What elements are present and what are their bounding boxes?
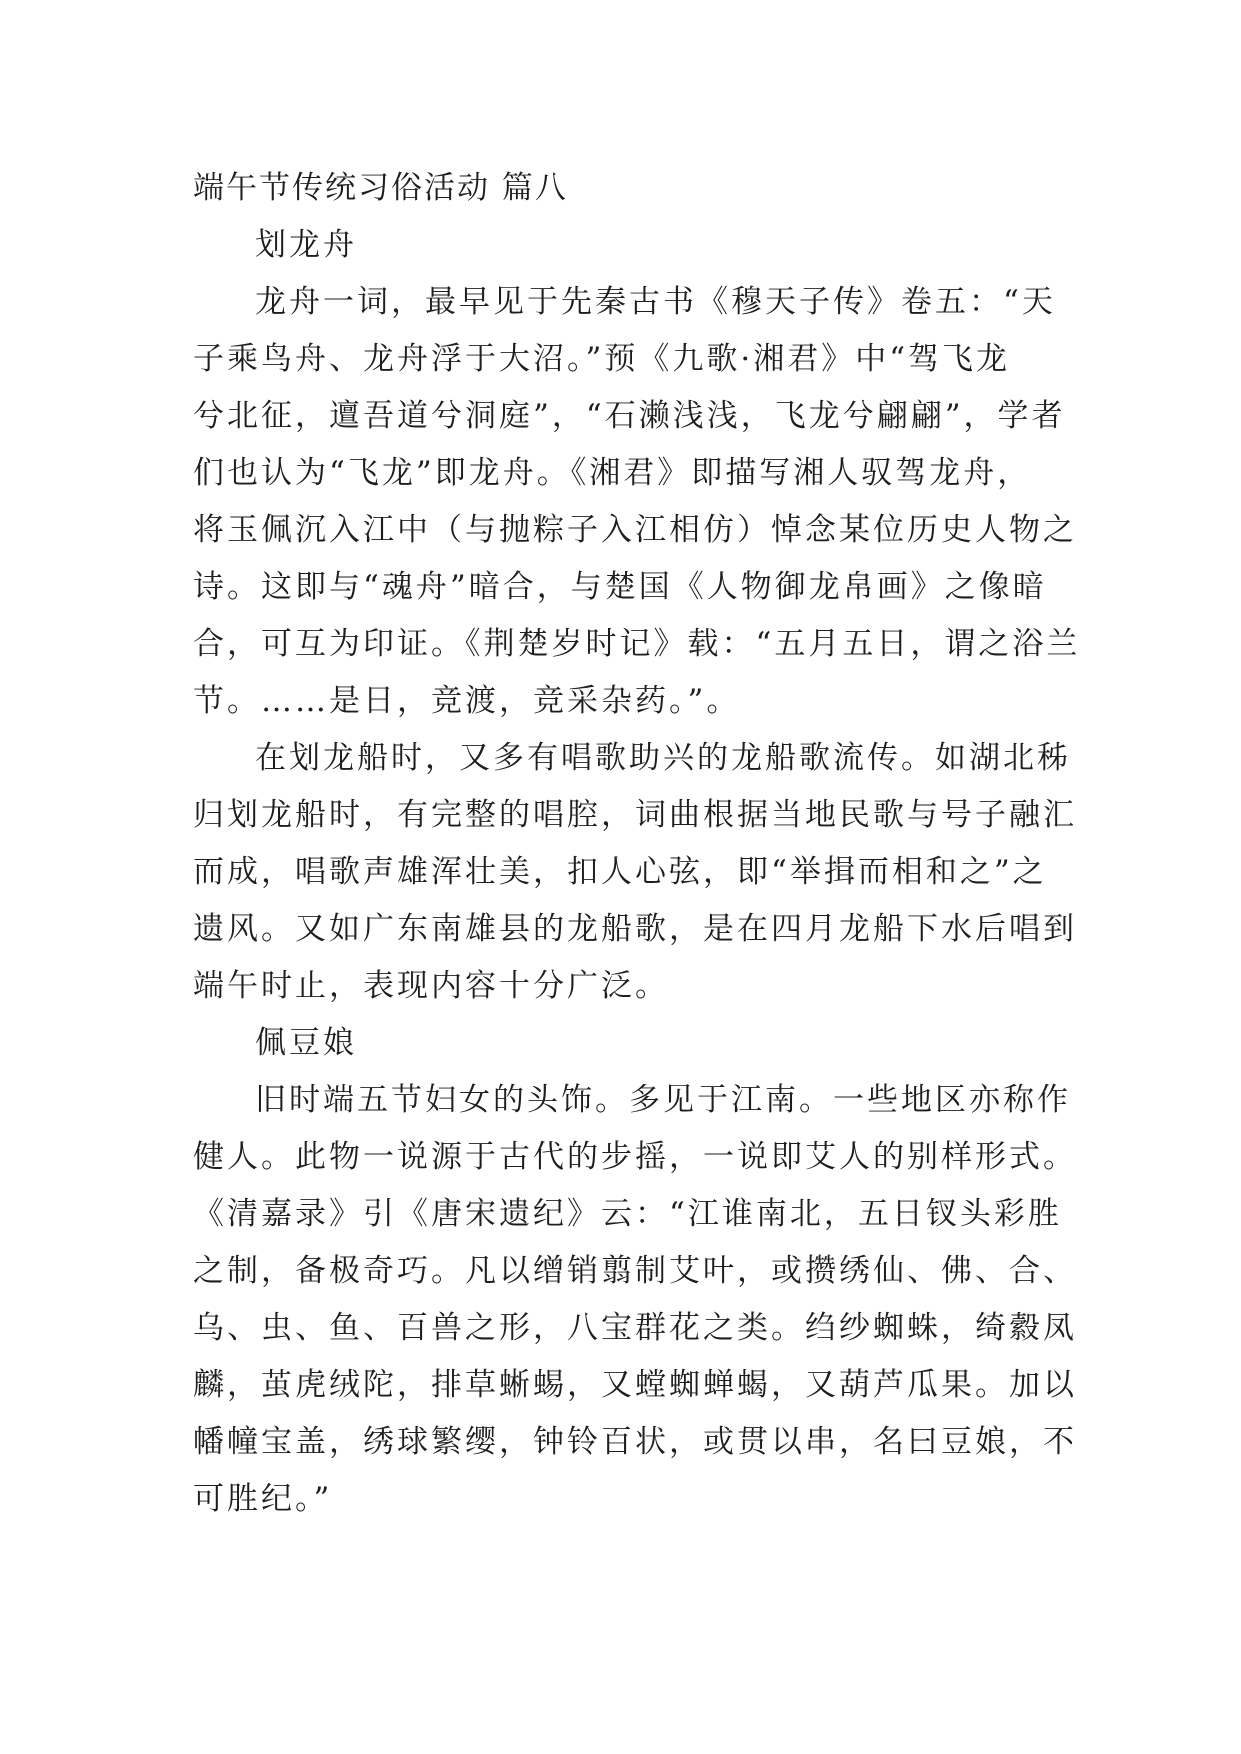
paragraph xyxy=(193,730,1077,1015)
text-line: 《清嘉录》引《唐宋遗纪》云：“江谁南北，五日钗头彩胜 xyxy=(193,1196,1062,1232)
text-line: 乌、虫、鱼、百兽之形，八宝群花之类。绉纱蜘蛛，绮縠凤 xyxy=(193,1310,1077,1346)
text-line: 节。……是日，竞渡，竞采杂药。”。 xyxy=(193,683,741,719)
paragraph xyxy=(193,1072,1077,1528)
section-dragon-boat xyxy=(193,217,1081,1015)
text-line: 诗。这即与“魂舟”暗合，与楚国《人物御龙帛画》之像暗 xyxy=(193,569,1047,605)
text-line: 旧时端五节妇女的头饰。多见于江南。一些地区亦称作 xyxy=(255,1082,1071,1118)
text-line: 可胜纪。” xyxy=(193,1481,333,1517)
document-title: 端午节传统习俗活动 篇八 xyxy=(193,170,568,206)
text-line: 之制，备极奇巧。凡以缯销翦制艾叶，或攒绣仙、佛、合、 xyxy=(193,1253,1077,1289)
text-line: 而成，唱歌声雄浑壮美，扣人心弦，即“举揖而相和之”之 xyxy=(193,854,1047,890)
text-line: 健人。此物一说源于古代的步摇，一说即艾人的别样形式。 xyxy=(193,1139,1077,1175)
text-line: 幡幢宝盖，绣球繁缨，钟铃百状，或贯以串，名曰豆娘，不 xyxy=(193,1424,1077,1460)
text-line: 兮北征，邅吾道兮洞庭”，“石濑浅浅，飞龙兮翩翩”，学者 xyxy=(193,398,1066,434)
text-line: 们也认为“飞龙”即龙舟。《湘君》即描写湘人驭驾龙舟， xyxy=(193,455,1032,491)
text-line: 子乘鸟舟、龙舟浮于大沼。”预《九歌·湘君》中“驾飞龙 xyxy=(193,341,1011,377)
text-line: 在划龙船时，又多有唱歌助兴的龙船歌流传。如湖北秭 xyxy=(255,740,1071,776)
text-line: 归划龙船时，有完整的唱腔，词曲根据当地民歌与号子融汇 xyxy=(193,797,1077,833)
text-line: 将玉佩沉入江中（与抛粽子入江相仿）悼念某位历史人物之 xyxy=(193,512,1077,548)
section-dou-niang xyxy=(193,1015,1077,1528)
text-line: 麟，茧虎绒陀，排草蜥蜴，又螳蜘蝉蝎，又葫芦瓜果。加以 xyxy=(193,1367,1077,1403)
document-body xyxy=(193,160,1081,1528)
text-line: 龙舟一词，最早见于先秦古书《穆天子传》卷五：“天 xyxy=(255,284,1056,320)
text-line: 端午时止，表现内容十分广泛。 xyxy=(193,968,669,1004)
section-heading: 划龙舟 xyxy=(255,227,357,263)
paragraph xyxy=(193,274,1081,730)
text-line: 遗风。又如广东南雄县的龙船歌，是在四月龙船下水后唱到 xyxy=(193,911,1077,947)
section-heading: 佩豆娘 xyxy=(255,1025,357,1061)
text-line: 合，可互为印证。《荆楚岁时记》载：“五月五日，谓之浴兰 xyxy=(193,626,1081,662)
